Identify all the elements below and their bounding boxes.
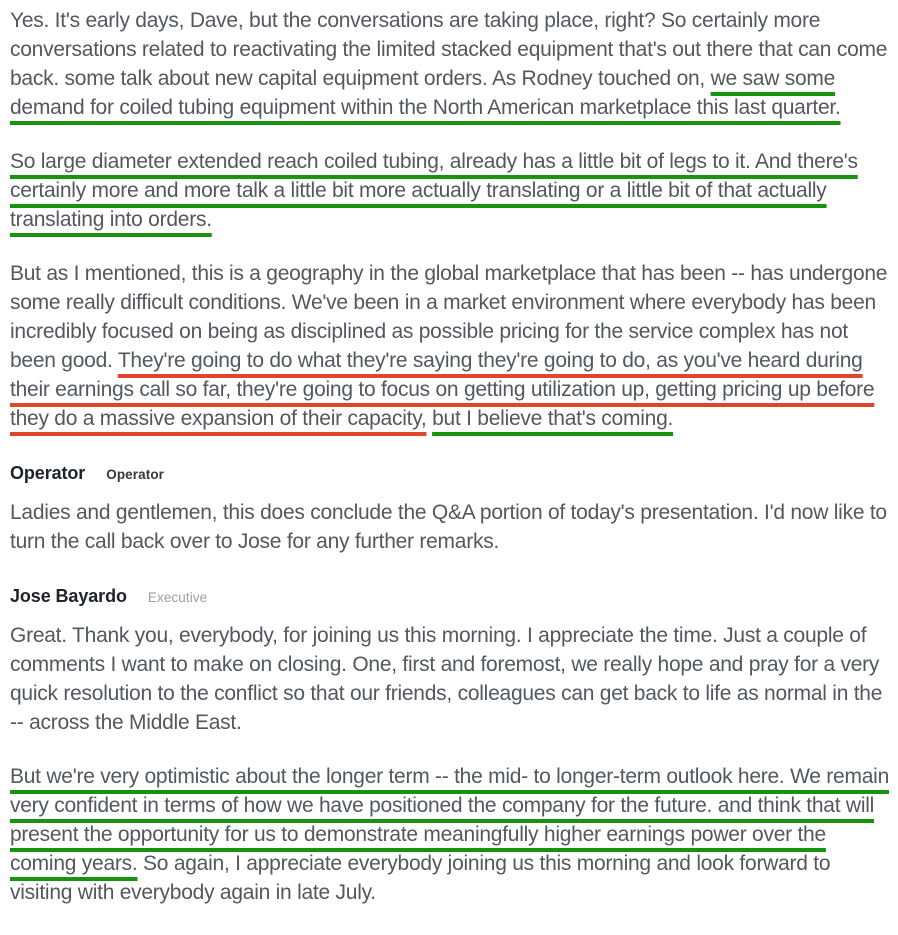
negative-underlined-sentence[interactable]: They're going to do what they're saying they're going to do, as you've heard during their earnings call so far, they're going to focus on getting utilization up, getting pricing up before they do a massive expansion of their capacity,: [10, 349, 875, 430]
sentence-text: Great. Thank you, everybody, for joining us this morning. I appreciate the time. Just a couple of comments I want to make on closing. One, first and foremost, we really hope and pray for a very quick resolution to the conflict so that our friends, colleagues can get back to life as normal in the -- across the Middle East.: [10, 624, 883, 734]
speaker-role-label: Executive: [147, 590, 208, 605]
transcript-paragraph: [10, 6, 890, 122]
positive-underlined-sentence[interactable]: But we're very optimistic about the longer term -- the mid- to longer-term outlook here. We remain very confident in terms of how we have positioned the company for the future. and think that will present the opportunity for us to demonstrate meaningfully higher earnings power over the coming years.: [10, 765, 889, 875]
positive-underlined-sentence[interactable]: So large diameter extended reach coiled tubing, already has a little bit of legs to it. And there's certainly more and more talk a little bit more actually translating or a little bit of that actually translating into orders.: [10, 150, 858, 231]
sentence-text: But as I mentioned, this is a geography in the global marketplace that has been -- has undergone some really difficult conditions. We've been in a market environment where everybody has been incredibly focused on being as disciplined as possible pricing for the service complex has not been good.: [10, 262, 888, 372]
positive-underlined-sentence[interactable]: we saw some demand for coiled tubing equipment within the North American marketplace this last quarter.: [10, 67, 841, 119]
speaker-heading: [10, 586, 890, 607]
speaker-name: Jose Bayardo: [10, 586, 127, 606]
sentence-text: So again, I appreciate everybody joining us this morning and look forward to visiting with everybody again in late July.: [10, 852, 831, 904]
speaker-role-label: Operator: [106, 467, 165, 482]
speaker-heading: [10, 463, 890, 484]
speaker-name: Operator: [10, 463, 86, 483]
transcript-paragraph: [10, 762, 890, 907]
transcript-paragraph: [10, 621, 890, 737]
transcript-paragraph: [10, 147, 890, 234]
transcript-paragraph: [10, 259, 890, 433]
positive-underlined-sentence[interactable]: but I believe that's coming.: [432, 407, 674, 430]
transcript-paragraph: [10, 498, 890, 556]
sentence-text: Ladies and gentlemen, this does conclude the Q&A portion of today's presentation. I'd now like to turn the call back over to Jose for any further remarks.: [10, 501, 887, 553]
sentence-text: Yes. It's early days, Dave, but the conversations are taking place, right? So certainly more conversations related to reactivating the limited stacked equipment that's out there that can come back. some talk about new capital equipment orders. As Rodney touched on,: [10, 9, 888, 90]
